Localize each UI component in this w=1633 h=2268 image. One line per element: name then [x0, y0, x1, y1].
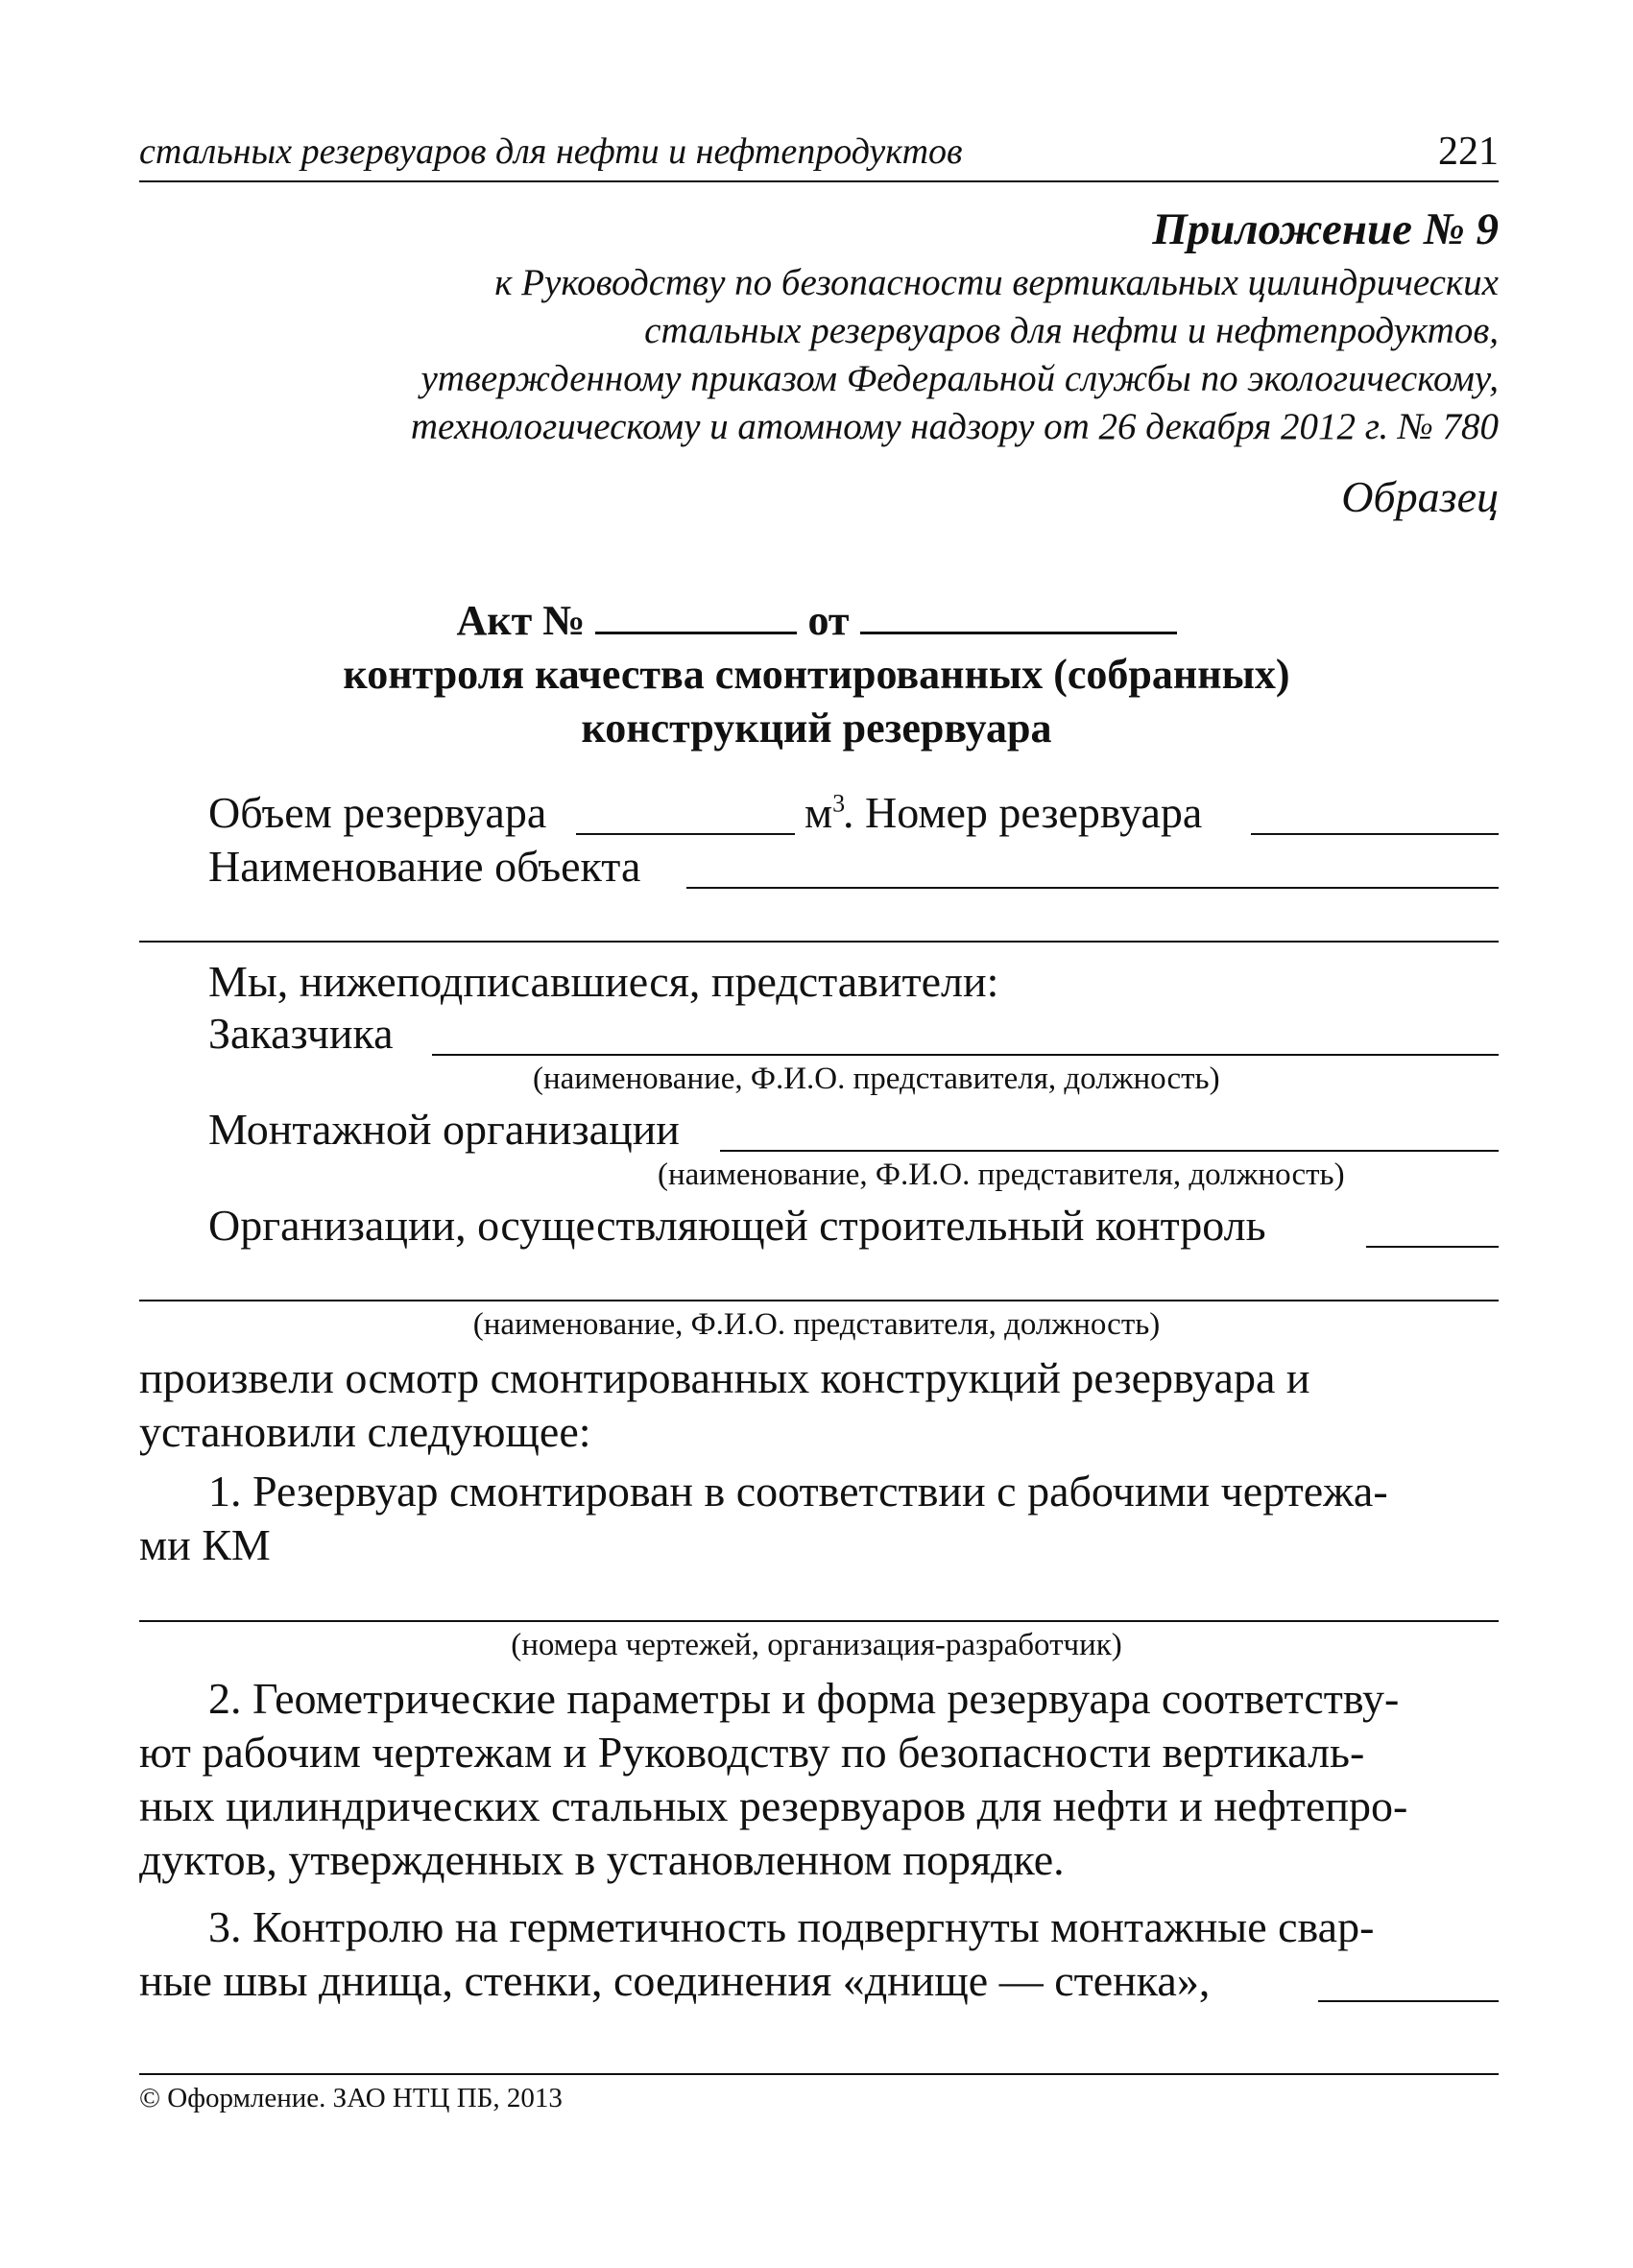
object-name-continuation-blank[interactable]: [139, 941, 1499, 943]
appendix-title: Приложение № 9: [1152, 204, 1499, 254]
finding-item-2-line: дуктов, утвержденных в установленном порядке.: [139, 1835, 1065, 1884]
installer-row: [139, 1104, 1499, 1161]
finding-item-2: [139, 1672, 1499, 1887]
customer-caption: (наименование, Ф.И.О. представителя, должность): [533, 1062, 1220, 1096]
appendix-line: стальных резервуаров для нефти и нефтепродуктов,: [644, 310, 1499, 351]
act-subtitle-line: конструкций резервуара: [581, 704, 1052, 752]
customer-blank[interactable]: [432, 1054, 1499, 1056]
finding-item-3-text: ные швы днища, стенки, соединения «днище — стенка»,: [139, 1956, 1211, 2005]
tank-info-row: [139, 787, 1499, 845]
finding-item-3-line-2: [139, 1954, 1499, 2008]
act-title: [0, 593, 1633, 755]
appendix-line: утвержденному приказом Федеральной службы по экологическому,: [420, 358, 1499, 399]
supervisor-label: Организации, осуществляющей строительный контроль: [208, 1201, 1266, 1250]
installer-caption: (наименование, Ф.И.О. представителя, должность): [658, 1158, 1345, 1192]
supervisor-caption: (наименование, Ф.И.О. представителя, должность): [472, 1307, 1161, 1342]
representatives-intro: [139, 956, 1499, 1014]
finding-item-3-line: 3. Контролю на герметичность подвергнуты монтажные свар-: [208, 1902, 1375, 1951]
running-title: стальных резервуаров для нефти и нефтепродуктов: [139, 131, 963, 172]
footer-rule: [139, 2073, 1499, 2075]
finding-item-3: [139, 1900, 1499, 2008]
object-name-row: [139, 841, 1499, 898]
tank-volume-blank[interactable]: [576, 833, 795, 835]
act-number-line: [0, 593, 1633, 648]
object-name-label: Наименование объекта: [208, 842, 641, 891]
tank-volume-label: Объем резервуара: [208, 788, 547, 837]
findings-intro-line: произвели осмотр смонтированных конструкций резервуара и: [139, 1353, 1310, 1402]
installer-label: Монтажной организации: [208, 1105, 680, 1154]
tank-number-label: . Номер резервуара: [843, 788, 1203, 837]
finding-item-2-line: ных цилиндрических стальных резервуаров для нефти и нефтепро-: [139, 1781, 1408, 1830]
page-number: 221: [1438, 130, 1499, 174]
act-number-blank[interactable]: [595, 593, 797, 634]
supervisor-continuation-blank[interactable]: [139, 1300, 1499, 1301]
appendix-block: [251, 200, 1499, 524]
appendix-line: к Руководству по безопасности вертикальных цилиндрических: [494, 262, 1499, 303]
volume-unit-sup: 3: [832, 789, 846, 818]
findings-intro-line: установили следующее:: [139, 1407, 591, 1456]
act-date-blank[interactable]: [860, 593, 1177, 634]
drawings-caption: (номера чертежей, организация-разработчик): [511, 1628, 1122, 1662]
supervisor-row: [139, 1200, 1499, 1257]
finding-item-1-line: 1. Резервуар смонтирован в соответствии с рабочими чертежа-: [208, 1467, 1388, 1516]
installer-blank[interactable]: [720, 1150, 1499, 1152]
tank-number-blank[interactable]: [1251, 833, 1499, 835]
act-date-label: от: [807, 597, 850, 644]
representatives-intro-text: Мы, нижеподписавшиеся, представители:: [208, 957, 999, 1006]
drawings-blank[interactable]: [139, 1620, 1499, 1622]
finding-item-2-line: ют рабочим чертежам и Руководству по безопасности вертикаль-: [139, 1728, 1365, 1777]
supervisor-blank[interactable]: [1366, 1246, 1499, 1248]
act-subtitle-line: контроля качества смонтированных (собранных): [343, 651, 1290, 698]
customer-row: [139, 1008, 1499, 1065]
act-number-label: Акт №: [456, 597, 586, 644]
item-3-blank[interactable]: [1318, 2000, 1499, 2002]
footer-copyright: © Оформление. ЗАО НТЦ ПБ, 2013: [139, 2083, 563, 2113]
running-header: [139, 123, 1499, 182]
findings-intro: [139, 1351, 1499, 1459]
finding-item-1: [139, 1465, 1499, 1572]
finding-item-1-line: ми КМ: [139, 1520, 271, 1569]
volume-unit-text: м: [804, 788, 833, 837]
customer-label: Заказчика: [208, 1009, 394, 1058]
appendix-line: технологическому и атомному надзору от 26 декабря 2012 г. № 780: [410, 406, 1499, 447]
finding-item-2-line: 2. Геометрические параметры и форма резервуара соответству-: [208, 1674, 1400, 1723]
object-name-blank[interactable]: [686, 887, 1499, 889]
sample-label: Образец: [1341, 472, 1499, 521]
volume-unit: [804, 787, 845, 838]
